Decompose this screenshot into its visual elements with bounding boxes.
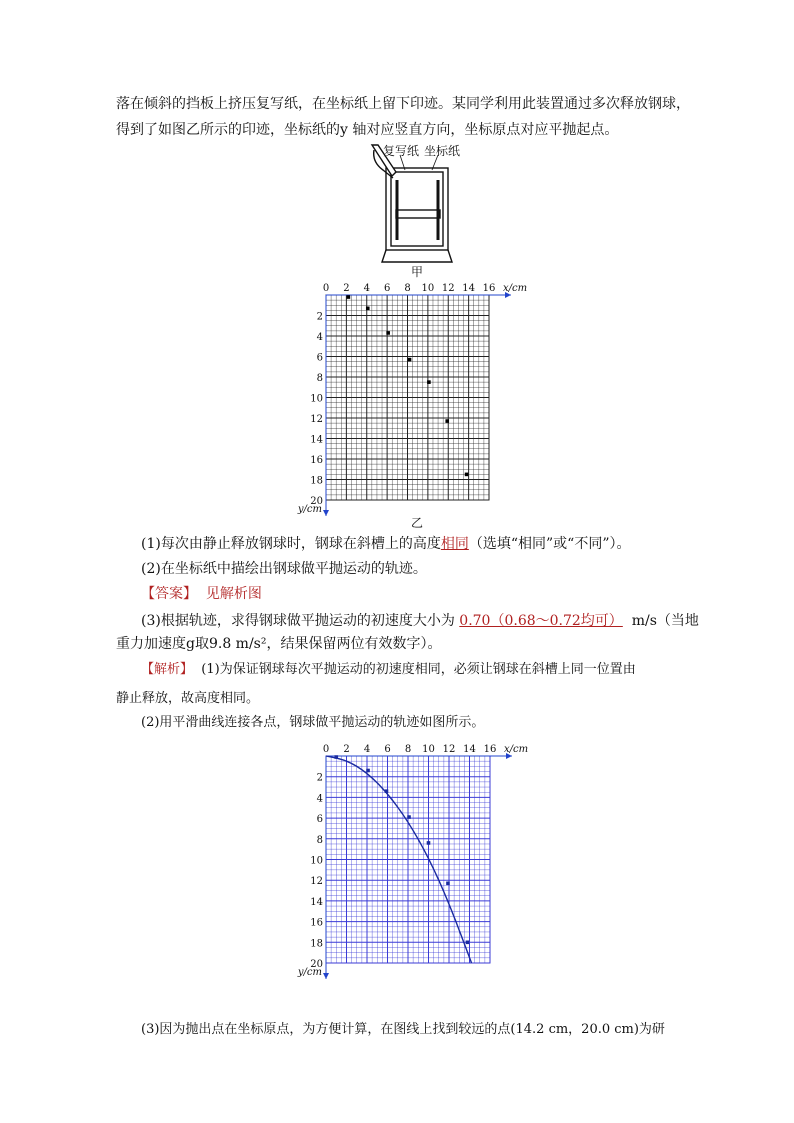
y-tick-label: 6 xyxy=(316,814,323,826)
data-point xyxy=(407,815,411,819)
y-tick-label: 4 xyxy=(316,332,323,343)
x-tick-label: 14 xyxy=(463,744,476,755)
y-axis-arrow xyxy=(323,973,329,979)
y-tick-label: 2 xyxy=(316,311,323,323)
y-tick-label: 10 xyxy=(310,393,323,405)
intro-line-1: 落在倾斜的挡板上挤压复写纸，在坐标纸上留下印迹。某同学利用此装置通过多次释放钢球， xyxy=(116,96,690,112)
y-tick-label: 8 xyxy=(316,834,323,846)
x-tick-label: 0 xyxy=(322,744,330,755)
question-3-prefix: (3)根据轨迹，求得钢球做平抛运动的初速度大小为 xyxy=(141,613,455,629)
y-tick-label: 12 xyxy=(310,414,323,425)
data-point xyxy=(385,789,389,793)
data-point xyxy=(366,769,370,773)
y-tick-label: 6 xyxy=(316,352,323,364)
data-point xyxy=(446,882,450,886)
y-tick-label: 4 xyxy=(316,793,323,805)
x-tick-label: 8 xyxy=(404,283,411,294)
x-tick-label: 0 xyxy=(322,283,330,294)
y-tick-label: 12 xyxy=(310,876,323,888)
analysis-line-3: (2)用平滑曲线连接各点，钢球做平抛运动的轨迹如图所示。 xyxy=(141,715,485,730)
x-tick-label: 2 xyxy=(343,283,350,294)
question-1-prefix: (1)每次由静止释放钢球时，钢球在斜槽上的高度 xyxy=(141,536,441,552)
label-coordinate-paper: 坐标纸 xyxy=(424,144,461,158)
x-tick-label: 4 xyxy=(363,283,370,294)
question-3-answer: 0.70（0.68～0.72均可） xyxy=(459,613,623,629)
answer-tag: 【答案】 xyxy=(141,586,197,602)
label-copy-paper: 复写纸 xyxy=(383,144,420,158)
analysis-text-1: (1)为保证钢球每次平抛运动的初速度相同，必须让钢球在斜槽上同一位置由 xyxy=(201,662,636,677)
x-tick-label: 8 xyxy=(404,744,412,755)
x-tick-label: 4 xyxy=(363,744,371,755)
y-tick-label: 16 xyxy=(310,455,323,466)
x-tick-label: 16 xyxy=(482,283,496,294)
y-tick-label: 14 xyxy=(310,434,323,446)
question-3-suffix: m/s（当地 xyxy=(631,613,699,629)
question-1-answer: 相同 xyxy=(440,536,469,552)
data-point xyxy=(334,755,338,759)
analysis-line-2: 静止释放，故高度相同。 xyxy=(116,691,260,706)
x-axis-label: x/cm xyxy=(503,283,528,294)
y-tick-label: 10 xyxy=(310,855,323,867)
caption-yi: 乙 xyxy=(411,516,424,530)
x-tick-label: 10 xyxy=(422,744,435,755)
y-tick-label: 14 xyxy=(310,896,323,908)
y-tick-label: 20 xyxy=(310,959,323,970)
x-axis-label: x/cm xyxy=(504,744,529,755)
caption-jia: 甲 xyxy=(411,265,424,279)
data-point xyxy=(427,841,431,845)
x-tick-label: 2 xyxy=(343,744,350,755)
answer-text: 见解析图 xyxy=(205,586,262,602)
analysis-tag: 【解析】 xyxy=(141,662,194,677)
x-tick-label: 14 xyxy=(462,283,475,294)
x-tick-label: 6 xyxy=(383,283,391,294)
y-tick-label: 20 xyxy=(310,496,323,507)
y-tick-label: 8 xyxy=(316,373,323,384)
y-axis-label: y/cm xyxy=(297,504,322,515)
y-tick-label: 18 xyxy=(310,938,323,950)
question-2: (2)在坐标纸中描绘出钢球做平抛运动的轨迹。 xyxy=(141,561,427,577)
question-1-suffix: （选填“相同”或“不同”）。 xyxy=(468,536,631,552)
data-point xyxy=(466,941,470,945)
x-tick-label: 6 xyxy=(384,744,391,755)
analysis-line-4: (3)因为抛出点在坐标原点，为方便计算，在图线上找到较远的点(14.2 cm，20.0 cm)为研 xyxy=(141,1022,665,1037)
y-axis-label: y/cm xyxy=(297,967,322,978)
intro-line-2: 得到了如图乙所示的印迹，坐标纸的y 轴对应竖直方向，坐标原点对应平抛起点。 xyxy=(116,122,619,138)
y-tick-label: 18 xyxy=(310,475,323,487)
x-tick-label: 16 xyxy=(483,744,497,755)
y-tick-label: 2 xyxy=(316,772,323,784)
x-tick-label: 12 xyxy=(441,283,455,294)
y-tick-label: 16 xyxy=(310,917,323,929)
x-tick-label: 10 xyxy=(421,283,435,294)
question-3-line-2: 重力加速度g取9.8 m/s²，结果保留两位有效数字）。 xyxy=(116,636,442,652)
x-tick-label: 12 xyxy=(442,744,456,755)
